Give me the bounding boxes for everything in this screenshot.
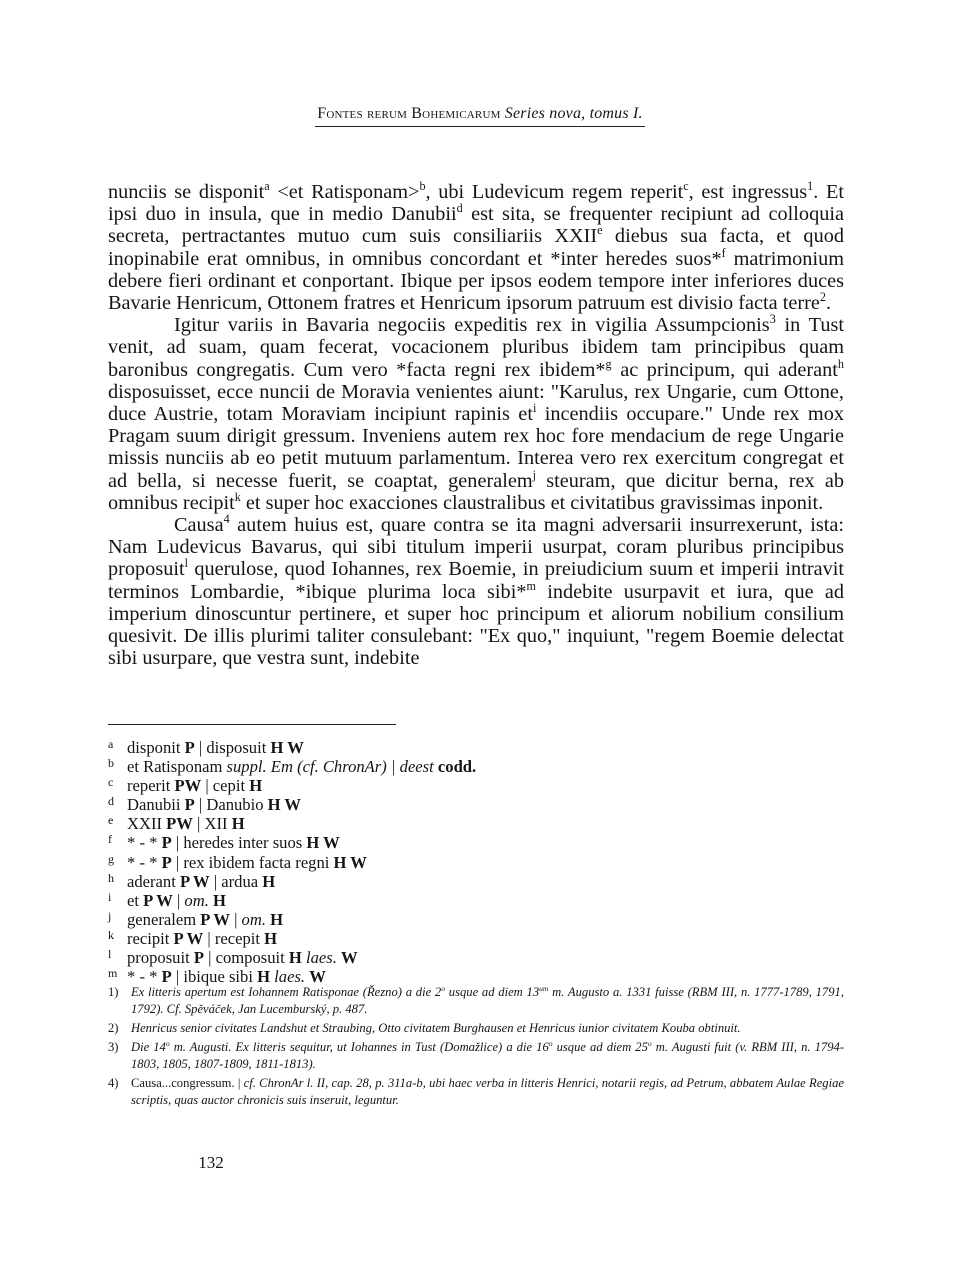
text-run: usque ad diem 13 <box>445 985 540 999</box>
historical-note <box>108 984 844 1018</box>
historical-notes <box>108 984 844 1111</box>
lemma: Causa...congressum. | <box>131 1076 244 1090</box>
note-reference: o <box>441 983 446 993</box>
note-number: 4) <box>108 1076 119 1090</box>
paragraph <box>108 181 844 314</box>
manuscript-siglum: P W <box>173 928 204 948</box>
text-run: querulose, quod Iohannes, rex Boemie, in preiudicium suum et imperii intravit terminos Lombardie, *ibique plurima loca sibi* <box>108 558 844 603</box>
apparatus-note <box>108 814 844 833</box>
text-run: est sita, se frequenter recipiunt ad colloquia secreta, pertractantes mutuo cum suis consiliariis XXII <box>108 203 844 248</box>
text-run: in Tust venit, ad suam, quam fecerat, vocacionem pluribus ibidem tam principibus quam baronibus congregatis. Cum vero *facta regni rex ibidem* <box>108 314 844 381</box>
editorial-remark: laes. <box>274 967 306 987</box>
series-title: Fontes rerum Bohemicarum <box>317 105 501 122</box>
text-run: * - * <box>127 852 162 872</box>
text-run: | <box>172 890 185 910</box>
text-run: | ibique sibi <box>171 967 258 987</box>
apparatus-mark: d <box>108 794 114 809</box>
footnote-separator <box>108 724 396 725</box>
manuscript-siglum: P W <box>200 909 230 929</box>
text-run: matrimonium debere fieri ordinant et conportant. Ibique per ipsos eodem tempore inter inferiores duces Bavarie Henricum, Ottonem fratres et Henricum ipsorum patruum est divisio facta terre <box>108 247 844 315</box>
apparatus-note <box>108 738 844 757</box>
text-run: | XII <box>192 814 232 834</box>
text-run: et <box>127 890 144 910</box>
text-run: generalem <box>127 909 201 929</box>
text-run: <et Ratisponam> <box>269 181 420 203</box>
text-run: | ardua <box>209 871 263 891</box>
apparatus-mark: g <box>108 851 114 866</box>
manuscript-siglum: H <box>249 776 263 796</box>
running-header-line <box>315 104 645 127</box>
editorial-remark: suppl. Em (cf. ChronAr) | deest <box>226 757 434 777</box>
note-reference: 3 <box>769 312 776 327</box>
text-run: Die 14 <box>131 1040 166 1054</box>
manuscript-siglum: H <box>270 909 284 929</box>
editorial-remark: om. <box>184 890 209 910</box>
manuscript-siglum: H <box>231 814 245 834</box>
note-reference: k <box>234 490 241 505</box>
note-text <box>131 985 844 1016</box>
text-run: | disposuit <box>194 738 271 757</box>
note-text <box>131 1040 844 1071</box>
paragraph <box>108 314 844 514</box>
note-reference: j <box>532 467 537 482</box>
manuscript-siglum: H W <box>267 795 302 815</box>
apparatus-mark: k <box>108 927 114 942</box>
text-run: et super hoc exacciones claustralibus et civitatibus gravissimas inponit. <box>240 491 824 514</box>
note-reference: o <box>647 1038 652 1048</box>
note-reference: 2 <box>819 290 826 305</box>
note-reference: e <box>597 223 603 238</box>
volume-title: Series nova, tomus I. <box>504 105 643 122</box>
text-run: m. Augusti. Ex litteris sequitur, ut Iohannes in Tust (Domažlice) a die 16 <box>169 1040 549 1054</box>
apparatus-mark: j <box>108 908 112 923</box>
text-run: Igitur variis in Bavaria negociis expeditis rex in vigilia Assumpcionis <box>174 314 770 337</box>
text-run: usque ad diem 25 <box>552 1040 648 1054</box>
manuscript-siglum: P <box>184 738 195 757</box>
historical-note <box>108 1020 844 1037</box>
manuscript-siglum: P <box>184 795 195 815</box>
note-reference: 4 <box>223 512 230 527</box>
note-reference: h <box>837 356 844 371</box>
apparatus-mark: f <box>108 832 112 847</box>
text-run: | cepit <box>201 776 250 796</box>
page-number: 132 <box>198 1153 224 1172</box>
note-text <box>131 1076 844 1107</box>
apparatus-note <box>108 929 844 948</box>
apparatus-mark: l <box>108 947 112 962</box>
manuscript-siglum: H <box>288 948 302 968</box>
text-run: indebite usurpavit et iura, que ad imperium dinoscuntur pertinere, et super hoc principum et aliorum nobilium consilium quesivit. De illis plurimi taliter consulebant: "Ex quo," inquiunt, "regem Boemie delectat sibi usurpare, que vestra sunt, indebite <box>108 580 844 670</box>
manuscript-siglum: H <box>264 928 278 948</box>
note-reference: g <box>605 356 612 371</box>
text-run: | heredes inter suos <box>171 833 307 853</box>
historical-note <box>108 1039 844 1073</box>
manuscript-siglum: P <box>161 833 172 853</box>
text-run: Henricus senior civitates Landshut et Straubing, Otto civitatem Burghausen et Henricus iunior civitatem Kouba obtinuit. <box>131 1021 741 1035</box>
apparatus-note <box>108 795 844 814</box>
manuscript-siglum: H <box>262 871 276 891</box>
text-run: Ex litteris apertum est Iohannem Ratisponae (Řezno) a die 2 <box>131 985 442 999</box>
note-reference: i <box>532 401 537 416</box>
manuscript-siglum: P <box>193 948 204 968</box>
text-run: reperit <box>127 776 175 796</box>
text-run: , ubi Ludevicum regem reperit <box>425 181 684 203</box>
manuscript-siglum: P W <box>143 890 173 910</box>
apparatus-note <box>108 776 844 795</box>
text-run: Danubii <box>127 795 185 815</box>
text-run: XXII <box>127 814 167 834</box>
note-number: 2) <box>108 1021 119 1035</box>
text-run: incendiis occupare." Unde rex mox Pragam suum dirigit gressum. Inveniens autem rex hoc fore mendacium de rege Ungarie missis nunciis ab eo petit mutuum parlamentum. Interea vero rex exercitum congregat et ad bella, si necesse fuerit, se coaptat, generalem <box>108 403 844 492</box>
manuscript-siglum: H <box>257 967 271 987</box>
text-run: steuram, que dicitur berna, rex ab omnibus recipit <box>108 469 844 514</box>
text-run: | Danubio <box>194 795 268 815</box>
note-reference: c <box>683 179 689 194</box>
apparatus-mark: e <box>108 813 114 828</box>
text-run: disponit <box>127 738 185 757</box>
manuscript-siglum: P W <box>179 871 210 891</box>
manuscript-siglum: H W <box>333 852 367 872</box>
manuscript-siglum: H W <box>306 833 340 853</box>
text-run: diebus sua facta, et quod inopinabile erat omnibus, in omnibus concordant et *inter heredes suos* <box>108 225 844 270</box>
note-reference: a <box>264 179 270 194</box>
text-run: * - * <box>127 833 162 853</box>
note-text <box>131 1021 741 1035</box>
manuscript-siglum: W <box>309 967 326 987</box>
text-run: | rex ibidem facta regni <box>171 852 334 872</box>
manuscript-siglum: PW <box>166 814 193 834</box>
note-reference: um <box>539 983 549 993</box>
note-reference: 1 <box>807 179 814 194</box>
apparatus-note <box>108 833 844 852</box>
historical-note <box>108 1075 844 1109</box>
apparatus-note <box>108 757 844 776</box>
text-run: autem huius est, quare contra se ita magni adversarii insurrexerunt, ista: Nam Ludevicus Bavarus, qui sibi titulum imperii usurpat, coram pluribus principibus proposuit <box>108 514 844 581</box>
apparatus-note <box>108 910 844 929</box>
text-run: | composuit <box>203 948 289 968</box>
text-run: cf. ChronAr l. II, cap. 28, p. 311a-b, ubi haec verba in litteris Henrici, notarii regis, ad Petrum, abbatem Aulae Regiae scriptis, quas auctor chronicis suis inseruit, leguntur. <box>131 1076 844 1107</box>
note-reference: l <box>184 556 189 571</box>
note-reference: b <box>419 179 426 194</box>
manuscript-siglum: P <box>161 967 172 987</box>
text-run: m. Augusto a. 1331 fuisse (RBM III, n. 1777-1789, 1791, 1792). Cf. Spěváček, Jan Lucemburský, p. 487. <box>131 985 844 1016</box>
editorial-remark: laes. <box>305 948 337 968</box>
running-header <box>0 104 960 127</box>
note-reference: f <box>721 245 726 260</box>
apparatus-mark: a <box>108 737 114 751</box>
note-reference: o <box>165 1038 170 1048</box>
critical-apparatus <box>108 738 844 986</box>
apparatus-mark: c <box>108 775 114 790</box>
apparatus-mark: i <box>108 889 112 904</box>
editorial-remark: om. <box>241 909 266 929</box>
text-run: | recepit <box>203 928 265 948</box>
manuscript-siglum: P <box>161 852 172 872</box>
apparatus-mark: h <box>108 870 114 885</box>
text-run: ac principum, qui aderant <box>611 358 838 381</box>
text-run: | <box>229 909 242 929</box>
text-run: nunciis se disponit <box>108 181 265 203</box>
manuscript-siglum: codd. <box>437 757 477 777</box>
note-reference: o <box>548 1038 553 1048</box>
manuscript-siglum: PW <box>174 776 202 796</box>
manuscript-siglum: W <box>341 948 358 968</box>
note-reference: m <box>526 578 536 593</box>
note-reference: d <box>456 201 463 216</box>
apparatus-mark: b <box>108 756 114 771</box>
manuscript-siglum: H W <box>270 738 304 757</box>
manuscript-siglum: H <box>213 890 226 910</box>
text-run: recipit <box>127 928 174 948</box>
note-number: 3) <box>108 1040 119 1054</box>
apparatus-note <box>108 891 844 910</box>
text-run: * - * <box>127 967 162 987</box>
apparatus-mark: m <box>108 966 118 981</box>
apparatus-note <box>108 853 844 872</box>
text-run: disposuisset, ecce nuncii de Moravia venientes aiunt: "Karulus, rex Ungarie, cum Ottone, duce Austrie, totam Moraviam incipiunt rapinis et <box>108 380 844 426</box>
note-number: 1) <box>108 985 119 999</box>
main-text <box>108 181 844 669</box>
text-run: Causa <box>174 514 224 537</box>
text-run: . Et ipsi duo in insula, que in medio Danubii <box>108 181 845 226</box>
apparatus-note <box>108 872 844 891</box>
text-run: proposuit <box>127 948 194 968</box>
text-run: aderant <box>127 871 180 891</box>
text-run: , est ingressus <box>688 181 808 203</box>
text-run: . <box>825 292 832 315</box>
apparatus-note <box>108 948 844 967</box>
paragraph <box>108 514 844 669</box>
text-run: et Ratisponam <box>127 757 227 777</box>
text-run: m. Augusti fuit (v. RBM III, n. 1794-1803, 1805, 1807-1809, 1811-1813). <box>131 1040 844 1071</box>
